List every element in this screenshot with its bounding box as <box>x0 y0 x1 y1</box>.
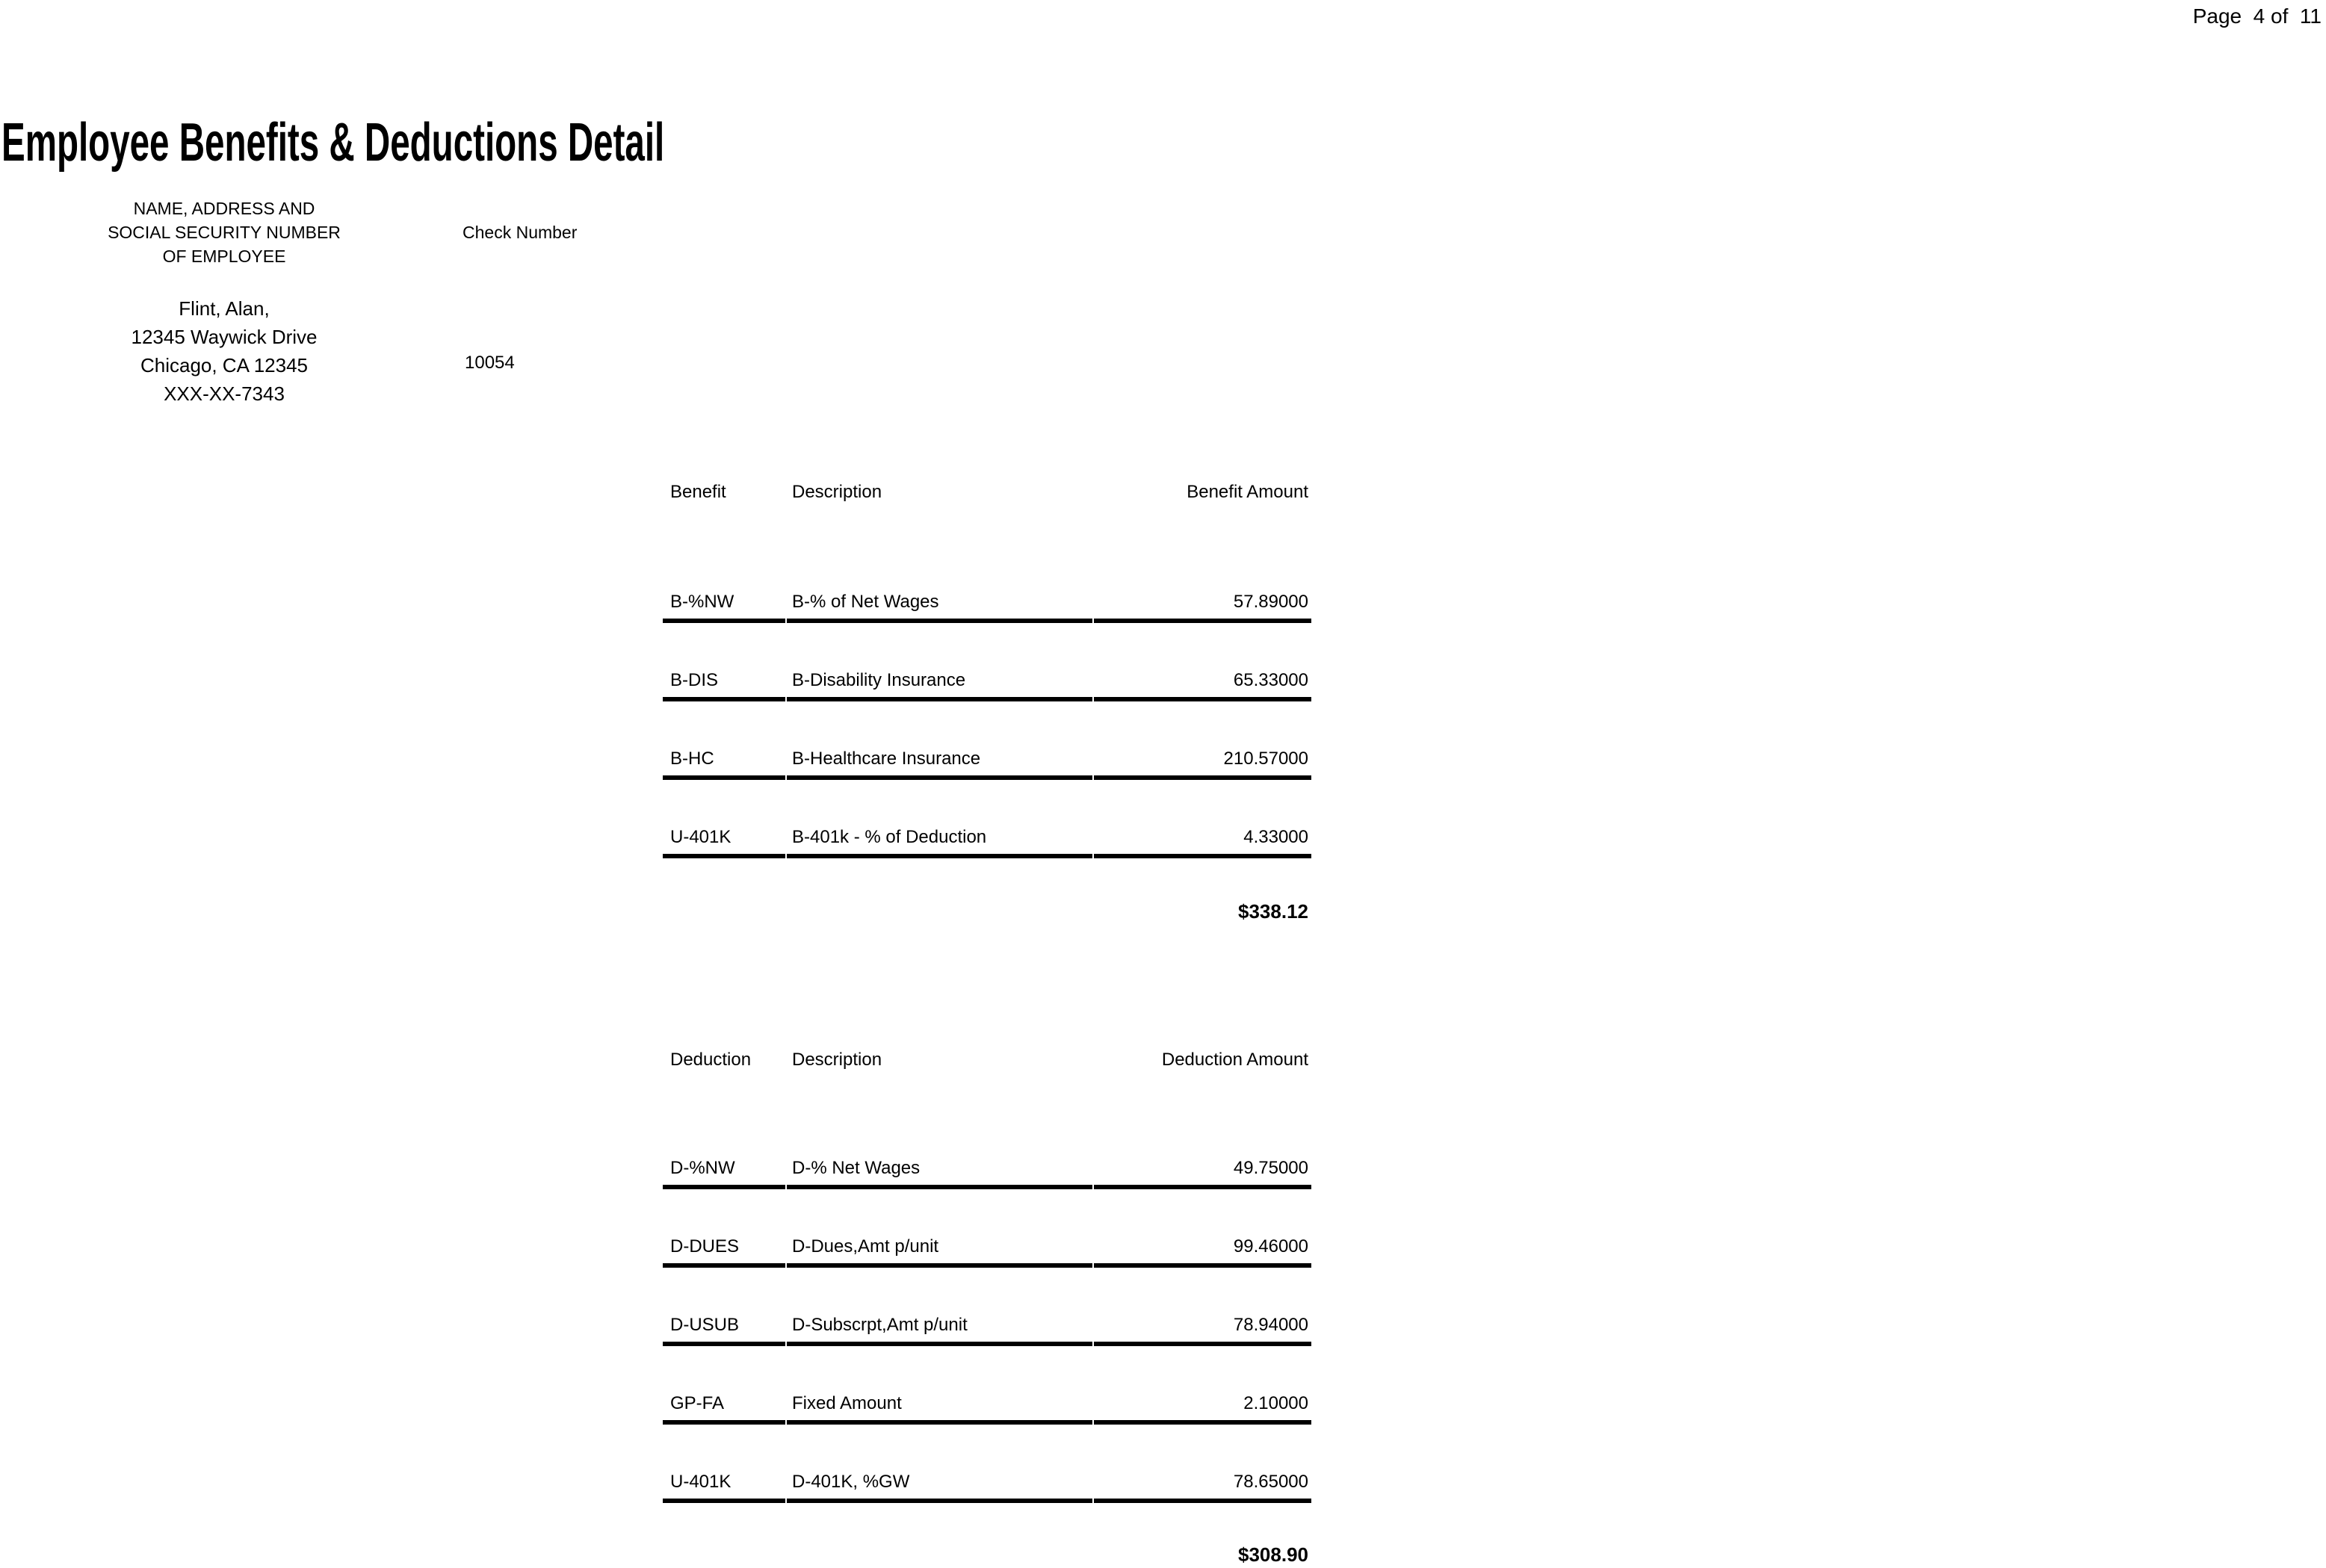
table-row <box>663 1220 1311 1298</box>
row-underline <box>1094 1342 1311 1346</box>
benefits-column-header-description: Description <box>792 482 882 502</box>
row-code-cell: D-USUB <box>670 1315 740 1335</box>
row-description-cell: B-Healthcare Insurance <box>792 749 981 769</box>
row-underline <box>787 1185 1092 1189</box>
row-underline <box>787 1342 1092 1346</box>
row-underline <box>663 1420 785 1425</box>
row-underline <box>787 854 1092 858</box>
check-number-label: Check Number <box>463 223 578 242</box>
row-code-cell: U-401K <box>670 1472 731 1492</box>
row-underline <box>787 1420 1092 1425</box>
row-amount-cell: 2.10000 <box>1243 1393 1308 1413</box>
deductions-table-rows <box>663 1141 1311 1534</box>
employee-label-line-1: NAME, ADDRESS AND <box>133 199 315 218</box>
row-underline <box>663 1185 785 1189</box>
report-title: Employee Benefits & Deductions Detail <box>1 113 665 173</box>
table-row <box>663 654 1311 732</box>
table-row <box>663 1141 1311 1220</box>
row-underline <box>663 854 785 858</box>
row-amount-cell: 210.57000 <box>1223 749 1308 769</box>
row-code-cell: D-%NW <box>670 1158 735 1178</box>
benefits-table-rows <box>663 575 1311 889</box>
table-row <box>663 732 1311 811</box>
check-number-value: 10054 <box>465 353 515 373</box>
employee-label-block <box>45 196 403 268</box>
benefits-column-header-amount: Benefit Amount <box>1187 482 1308 502</box>
row-code-cell: D-DUES <box>670 1236 740 1256</box>
deductions-column-header-code: Deduction <box>670 1050 752 1070</box>
row-underline <box>787 697 1092 701</box>
row-underline <box>1094 1185 1311 1189</box>
employee-street: 12345 Waywick Drive <box>131 326 318 348</box>
deductions-total: $308.90 <box>1238 1543 1308 1566</box>
deductions-column-header-description: Description <box>792 1050 882 1070</box>
row-underline <box>787 775 1092 780</box>
employee-label-line-3: OF EMPLOYEE <box>162 247 286 266</box>
row-underline <box>787 1263 1092 1268</box>
deductions-table-header <box>663 1050 1311 1072</box>
row-amount-cell: 65.33000 <box>1233 670 1308 690</box>
row-description-cell: D-Dues,Amt p/unit <box>792 1236 939 1256</box>
row-underline <box>1094 1263 1311 1268</box>
row-underline <box>1094 619 1311 623</box>
row-underline <box>1094 1420 1311 1425</box>
row-underline <box>1094 697 1311 701</box>
row-underline <box>1094 775 1311 780</box>
row-underline <box>663 697 785 701</box>
employee-name: Flint, Alan, <box>179 297 270 320</box>
row-description-cell: B-401k - % of Deduction <box>792 827 987 847</box>
row-underline <box>787 619 1092 623</box>
row-code-cell: GP-FA <box>670 1393 725 1413</box>
page-indicator: Page 4 of 11 <box>2192 4 2322 28</box>
row-description-cell: B-% of Net Wages <box>792 592 939 612</box>
table-row <box>663 1455 1311 1534</box>
row-description-cell: Fixed Amount <box>792 1393 902 1413</box>
benefits-column-header-code: Benefit <box>670 482 726 502</box>
row-amount-cell: 57.89000 <box>1233 592 1308 612</box>
row-amount-cell: 78.94000 <box>1233 1315 1308 1335</box>
row-description-cell: D-401K, %GW <box>792 1472 910 1492</box>
row-description-cell: D-Subscrpt,Amt p/unit <box>792 1315 968 1335</box>
row-amount-cell: 99.46000 <box>1233 1236 1308 1256</box>
employee-city: Chicago, CA 12345 <box>140 354 309 376</box>
row-underline <box>663 1499 785 1503</box>
table-row <box>663 1377 1311 1455</box>
row-code-cell: B-%NW <box>670 592 734 612</box>
row-code-cell: B-DIS <box>670 670 719 690</box>
benefits-section <box>663 482 1311 938</box>
row-underline <box>787 1499 1092 1503</box>
benefits-table-header <box>663 482 1311 504</box>
row-description-cell: B-Disability Insurance <box>792 670 966 690</box>
row-code-cell: U-401K <box>670 827 731 847</box>
row-underline <box>1094 1499 1311 1503</box>
row-amount-cell: 49.75000 <box>1233 1158 1308 1178</box>
row-underline <box>663 1263 785 1268</box>
deductions-column-header-amount: Deduction Amount <box>1161 1050 1308 1070</box>
deductions-section <box>663 1050 1311 1568</box>
employee-address-block <box>45 294 403 408</box>
row-amount-cell: 78.65000 <box>1233 1472 1308 1492</box>
row-underline <box>663 775 785 780</box>
row-amount-cell: 4.33000 <box>1243 827 1308 847</box>
employee-label-line-2: SOCIAL SECURITY NUMBER <box>108 223 341 242</box>
row-underline <box>663 1342 785 1346</box>
benefits-total: $338.12 <box>1238 900 1308 923</box>
row-description-cell: D-% Net Wages <box>792 1158 921 1178</box>
row-underline <box>663 619 785 623</box>
table-row <box>663 811 1311 889</box>
table-row <box>663 575 1311 654</box>
row-code-cell: B-HC <box>670 749 714 769</box>
row-underline <box>1094 854 1311 858</box>
employee-ssn: XXX-XX-7343 <box>164 382 285 405</box>
table-row <box>663 1298 1311 1377</box>
